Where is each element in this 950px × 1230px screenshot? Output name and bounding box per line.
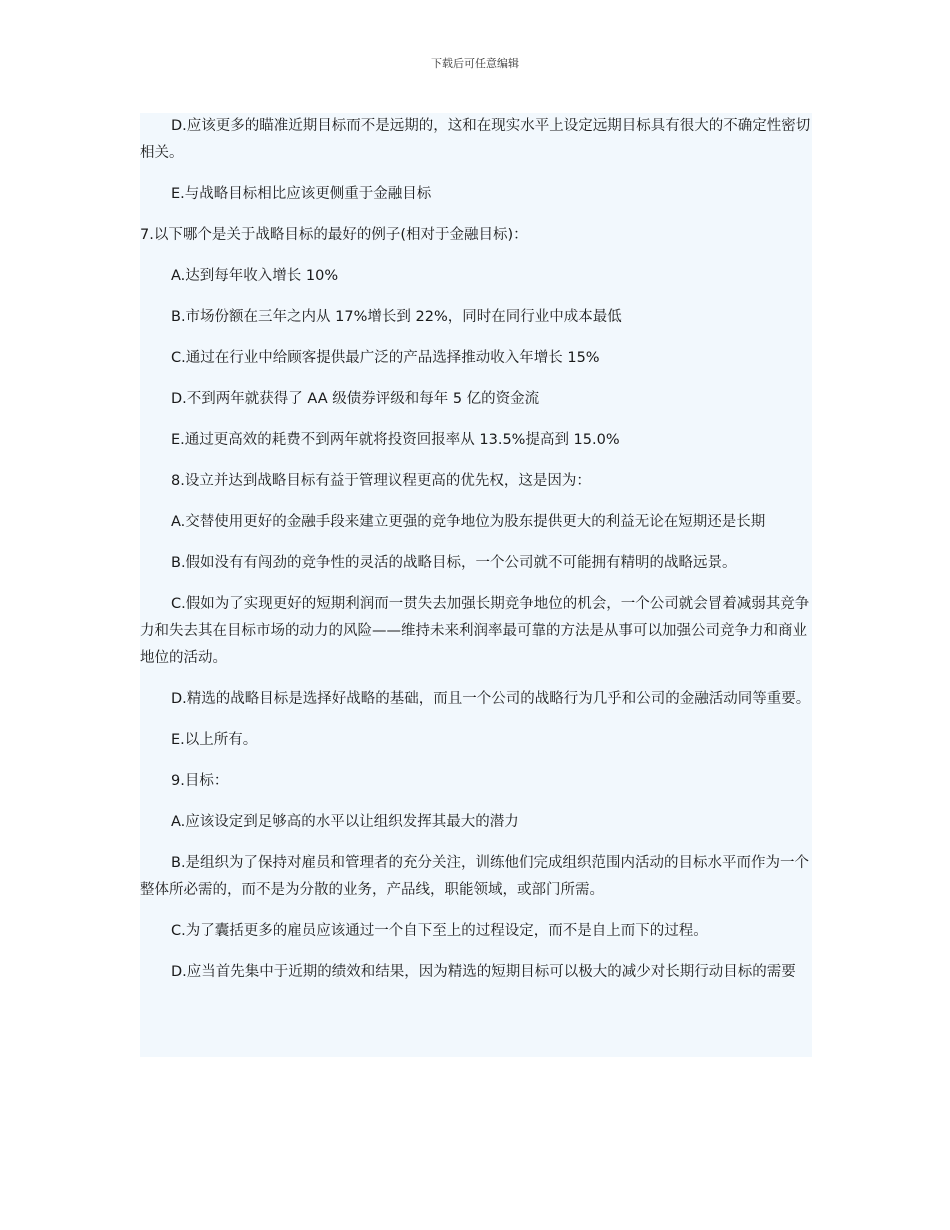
paragraph-7e: E.通过更高效的耗费不到两年就将投资回报率从 13.5%提高到 15.0% xyxy=(171,432,620,448)
paragraph-6d: D.应该更多的瞄准近期目标而不是远期的，这和在现实水平上设定远期目标具有很大的不确定性密切相关。 xyxy=(140,118,811,161)
paragraph-9b: B.是组织为了保持对雇员和管理者的充分关注，训练他们完成组织范围内活动的目标水平而作为一个整体所必需的，而不是为分散的业务，产品线，职能领域，或部门所需。 xyxy=(140,855,810,898)
question-9: 9.目标： xyxy=(171,773,229,789)
paragraph-9d: D.应当首先集中于近期的绩效和结果，因为精选的短期目标可以极大的减少对长期行动目标的需要 xyxy=(171,964,796,980)
question-7: 7.以下哪个是关于战略目标的最好的例子(相对于金融目标)： xyxy=(140,227,528,243)
paragraph-7c: C.通过在行业中给顾客提供最广泛的产品选择推动收入年增长 15% xyxy=(171,350,600,366)
page-header: 下载后可任意编辑 xyxy=(431,57,519,70)
document-body xyxy=(140,113,812,1057)
paragraph-7d: D.不到两年就获得了 AA 级债券评级和每年 5 亿的资金流 xyxy=(171,391,540,407)
paragraph-7a: A.达到每年收入增长 10% xyxy=(171,268,339,284)
paragraph-6e: E.与战略目标相比应该更侧重于金融目标 xyxy=(171,186,432,202)
paragraph-9a: A.应该设定到足够高的水平以让组织发挥其最大的潜力 xyxy=(171,814,519,830)
paragraph-8c: C.假如为了实现更好的短期利润而一贯失去加强长期竞争地位的机会，一个公司就会冒着减弱其竞争力和失去其在目标市场的动力的风险——维持未来利润率最可靠的方法是从事可以加强公司竞争力和商业地位的活动。 xyxy=(140,596,810,666)
paragraph-8a: A.交替使用更好的金融手段来建立更强的竞争地位为股东提供更大的利益无论在短期还是长期 xyxy=(171,514,766,530)
paragraph-8b: B.假如没有有闯劲的竞争性的灵活的战略目标，一个公司就不可能拥有精明的战略远景。 xyxy=(171,555,737,571)
question-8: 8.设立并达到战略目标有益于管理议程更高的优先权，这是因为： xyxy=(171,473,591,489)
paragraph-8e: E.以上所有。 xyxy=(171,732,258,748)
paragraph-8d: D.精选的战略目标是选择好战略的基础，而且一个公司的战略行为几乎和公司的金融活动同等重要。 xyxy=(171,691,811,707)
paragraph-9c: C.为了囊括更多的雇员应该通过一个自下至上的过程设定，而不是自上而下的过程。 xyxy=(171,923,708,939)
paragraph-7b: B.市场份额在三年之内从 17%增长到 22%，同时在同行业中成本最低 xyxy=(171,309,622,325)
